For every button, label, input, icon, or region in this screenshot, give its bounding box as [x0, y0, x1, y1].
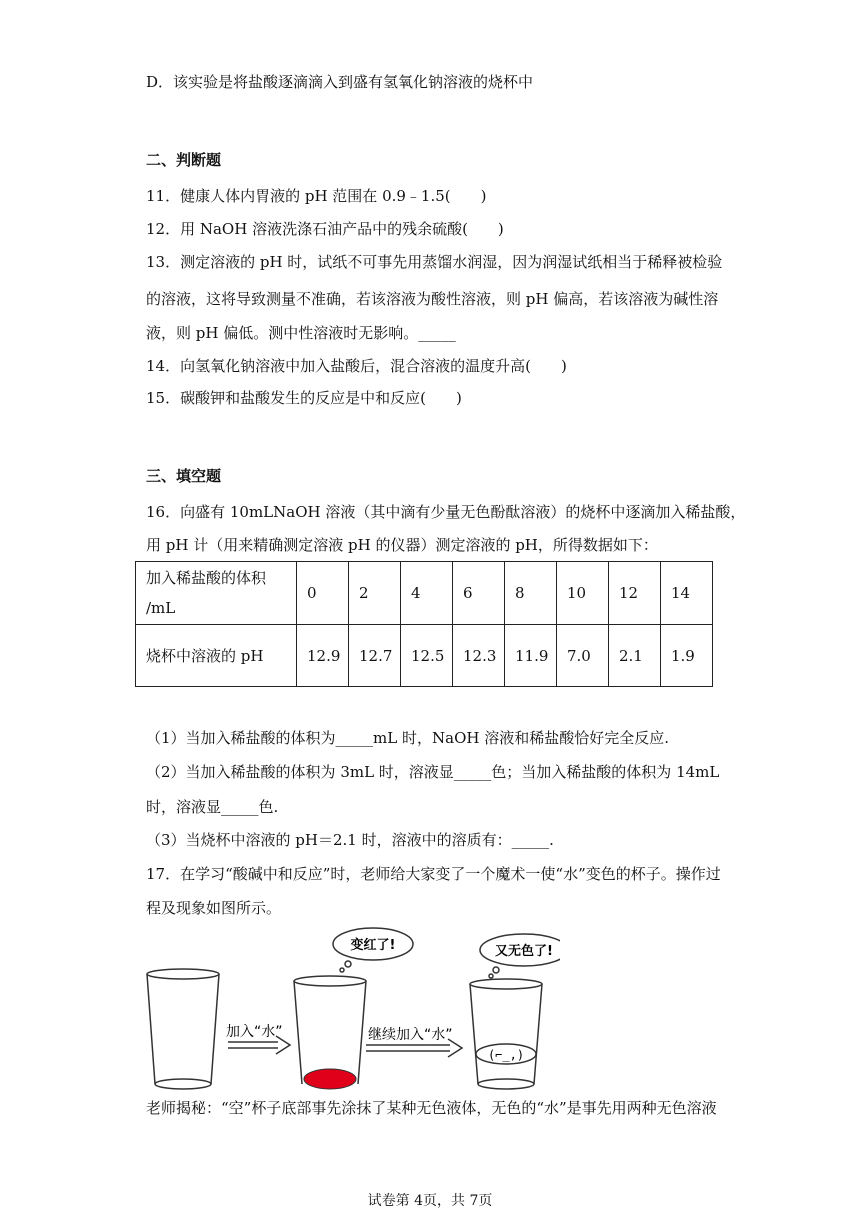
table-cell: 12 [609, 562, 661, 625]
table-cell: 12.9 [297, 625, 349, 687]
table-header-volume-line-2: /mL [146, 599, 176, 617]
table-cell: 2 [349, 562, 401, 625]
magic-cup-figure [140, 924, 560, 1094]
question-11: 11．健康人体内胃液的 pH 范围在 0.9﹣1.5( ) [146, 187, 487, 205]
table-cell: 4 [401, 562, 453, 625]
bubble-2-text: 又无色了! [495, 944, 553, 959]
table-cell: 12.3 [453, 625, 505, 687]
q10-option-d: D．该实验是将盐酸逐滴滴入到盛有氢氧化钠溶液的烧杯中 [146, 73, 534, 91]
question-12: 12．用 NaOH 溶液洗涤石油产品中的残余硫酸( ) [146, 220, 504, 238]
question-16-sub-3: （3）当烧杯中溶液的 pH＝2.1 时，溶液中的溶质有：_____. [146, 831, 554, 849]
empty-cup [147, 969, 219, 1089]
ph-data-table [135, 561, 713, 687]
table-row [136, 625, 713, 687]
red-cup [294, 976, 366, 1084]
question-13-line-3: 液，则 pH 偏低。测中性溶液时无影响。_____ [146, 324, 456, 342]
question-17-line-1: 17．在学习“酸碱中和反应”时，老师给大家变了一个魔术一使“水”变色的杯子。操作过 [146, 865, 721, 883]
question-15: 15．碳酸钾和盐酸发生的反应是中和反应( ) [146, 389, 462, 407]
table-cell: 12.5 [401, 625, 453, 687]
question-16-line-1: 16．向盛有 10mLNaOH 溶液（其中滴有少量无色酚酞溶液）的烧杯中逐滴加入稀盐酸， [146, 503, 746, 521]
red-liquid [304, 1069, 356, 1089]
question-17-line-3: 老师揭秘：“空”杯子底部事先涂抹了某种无色液体，无色的“水”是事先用两种无色溶液 [146, 1099, 717, 1117]
question-16-line-2: 用 pH 计（用来精确测定溶液 pH 的仪器）测定溶液的 pH，所得数据如下： [146, 536, 658, 554]
arrow-1-label: 加入“水” [226, 1024, 283, 1040]
table-cell: 8 [505, 562, 557, 625]
table-cell: 10 [557, 562, 609, 625]
table-header-volume [136, 562, 297, 625]
section-2-heading: 二、判断题 [146, 151, 222, 169]
colorless-cup [470, 979, 542, 1089]
table-cell: 12.7 [349, 625, 401, 687]
question-13-line-2: 的溶液，这将导致测量不准确，若该溶液为酸性溶液，则 pH 偏高，若该溶液为碱性溶 [146, 290, 719, 308]
table-row [136, 562, 713, 625]
question-16-sub-1: （1）当加入稀盐酸的体积为_____mL 时，NaOH 溶液和稀盐酸恰好完全反应. [146, 729, 669, 747]
page-footer: 试卷第 4页，共 7页 [367, 1193, 493, 1209]
table-cell: 7.0 [557, 625, 609, 687]
bubble-1-text: 变红了! [350, 938, 396, 953]
table-cell: 14 [661, 562, 713, 625]
arrow-2-label: 继续加入“水” [368, 1027, 453, 1043]
question-16-sub-2-line-1: （2）当加入稀盐酸的体积为 3mL 时，溶液显_____色；当加入稀盐酸的体积为 14mL [146, 763, 720, 781]
table-header-volume-line-1: 加入稀盐酸的体积 [146, 569, 267, 587]
cup-face: (⌐_,) [487, 1048, 525, 1062]
section-3-heading: 三、填空题 [146, 467, 222, 485]
table-cell: 11.9 [505, 625, 557, 687]
question-13-line-1: 13．测定溶液的 pH 时，试纸不可事先用蒸馏水润湿，因为润湿试纸相当于稀释被检验 [146, 253, 723, 271]
question-16-sub-2-line-2: 时，溶液显_____色. [146, 798, 279, 816]
table-header-ph: 烧杯中溶液的 pH [136, 625, 297, 687]
question-17-line-2: 程及现象如图所示。 [146, 899, 282, 917]
table-cell: 1.9 [661, 625, 713, 687]
table-cell: 0 [297, 562, 349, 625]
table-cell: 6 [453, 562, 505, 625]
question-14: 14．向氢氧化钠溶液中加入盐酸后，混合溶液的温度升高( ) [146, 357, 567, 375]
table-cell: 2.1 [609, 625, 661, 687]
